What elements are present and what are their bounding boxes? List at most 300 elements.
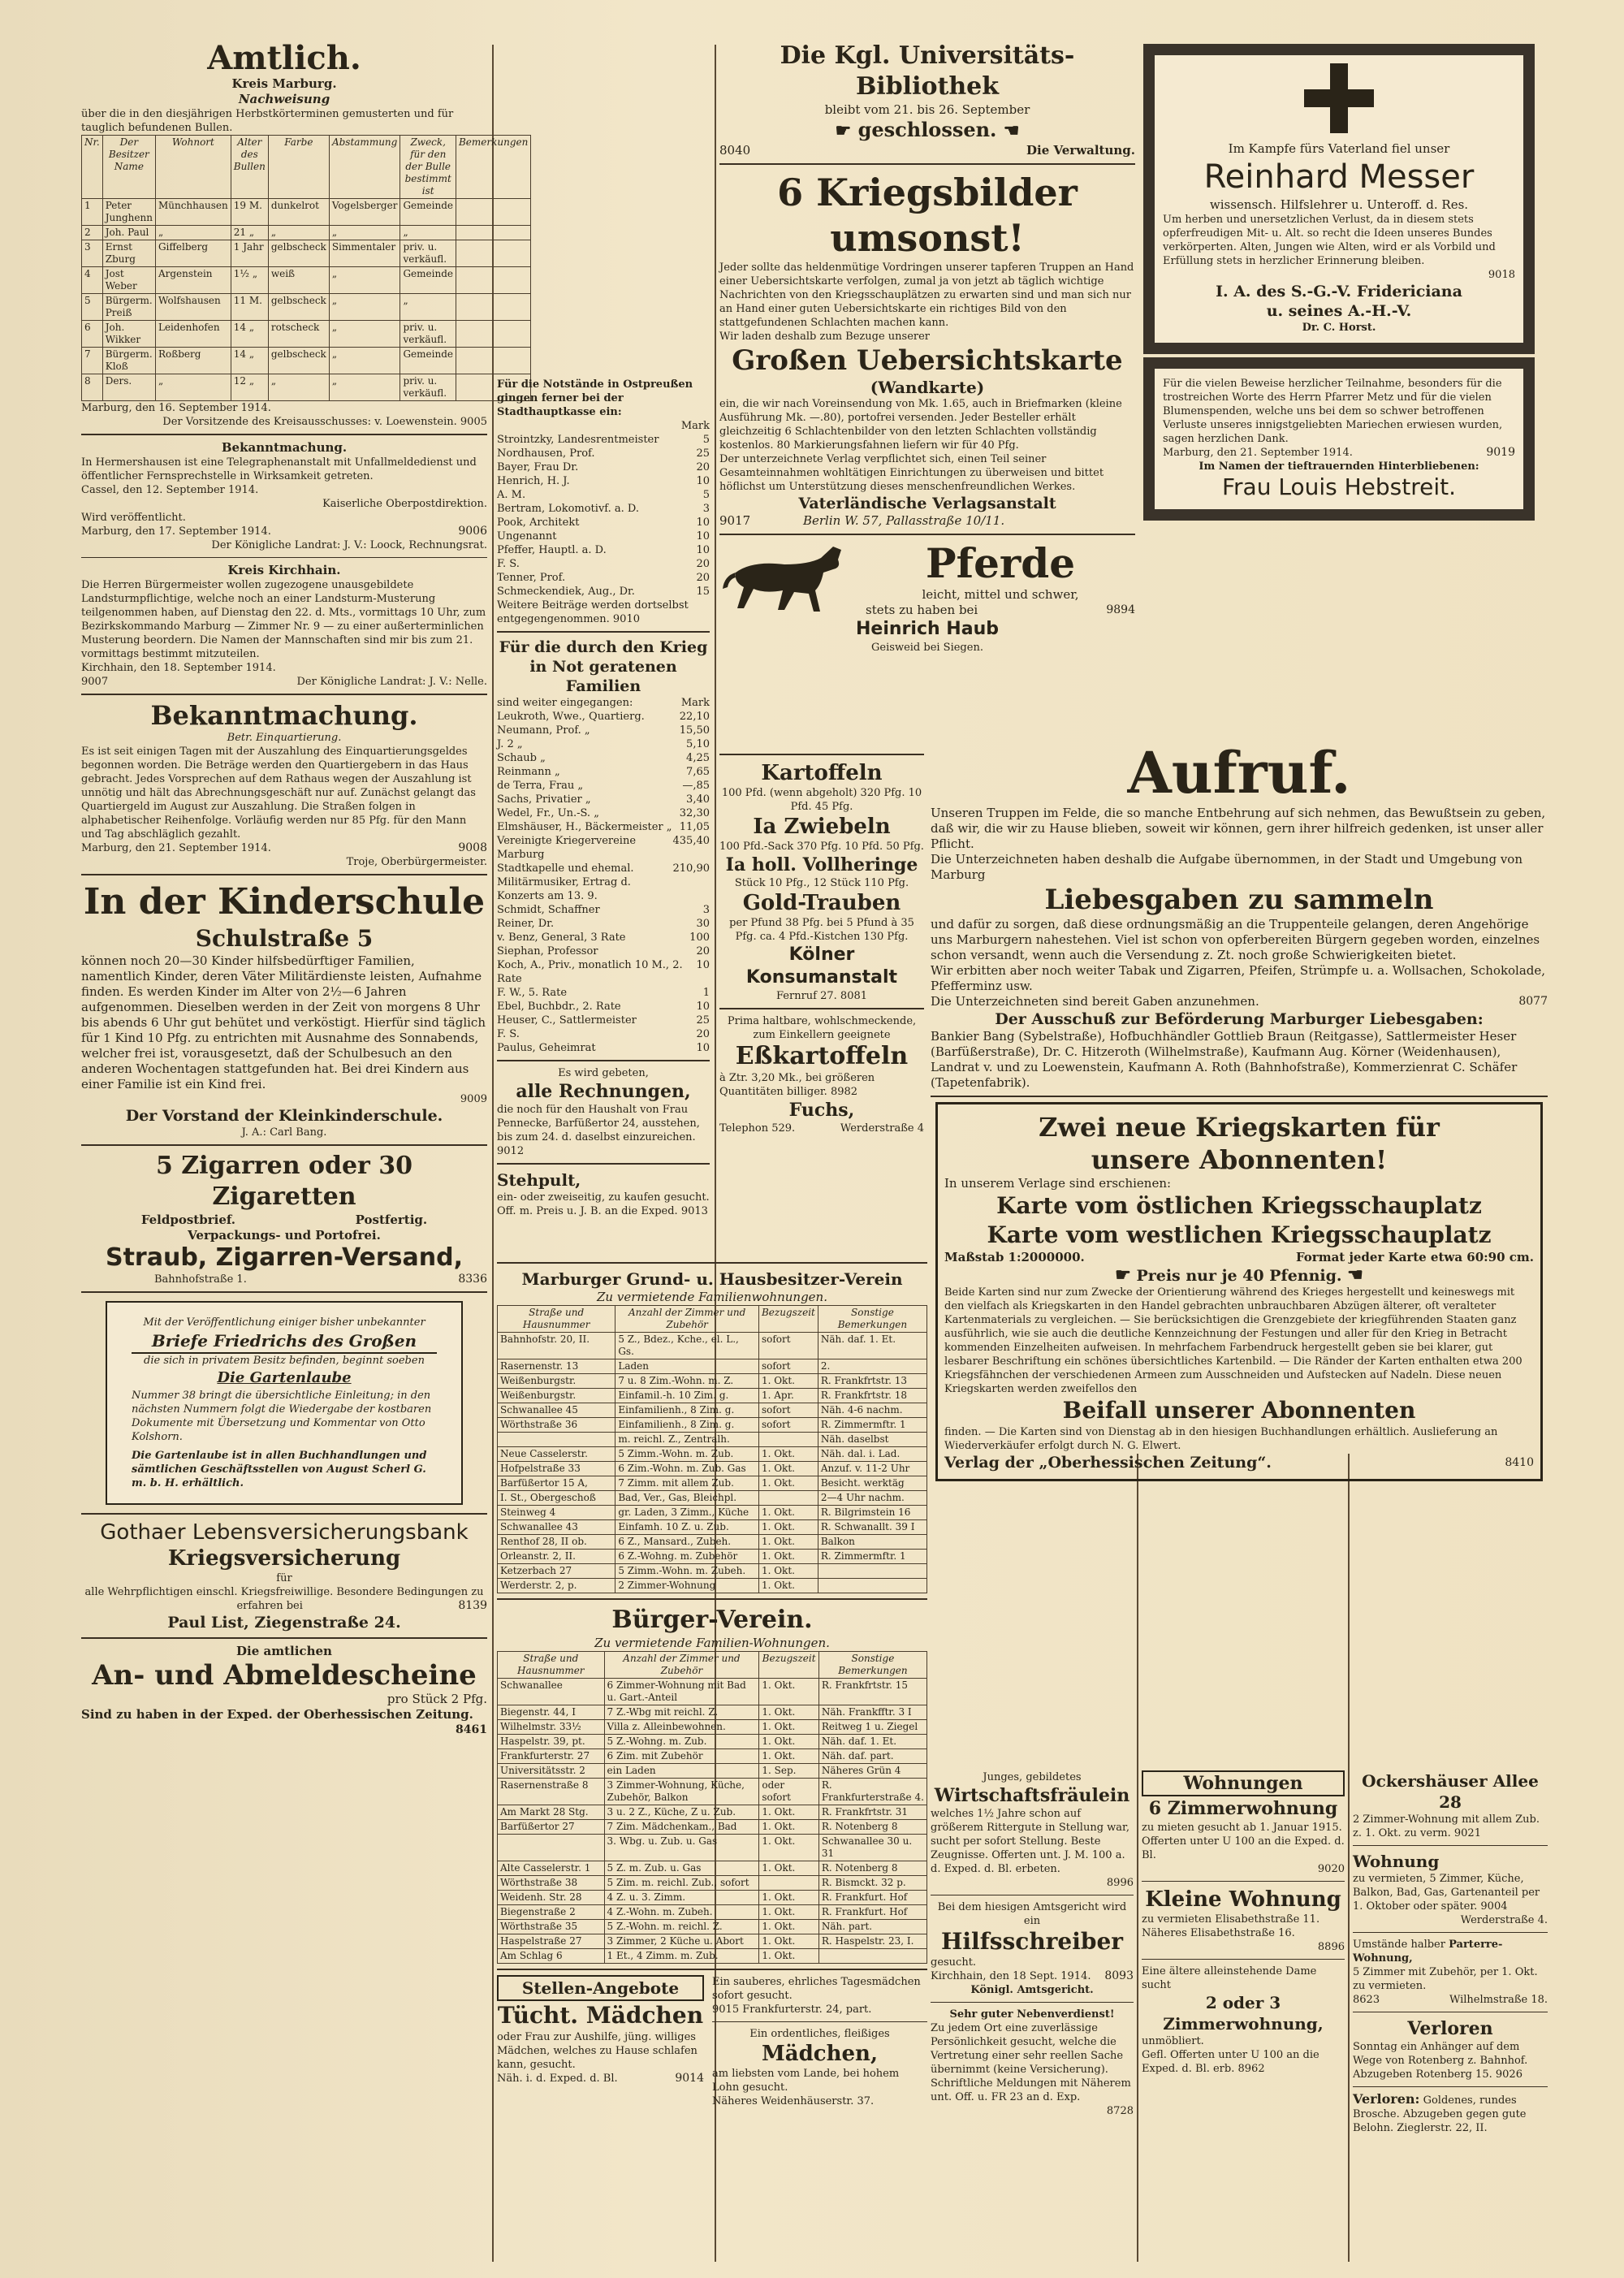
- list-item: [497, 986, 710, 1000]
- ad-number: 9006: [458, 525, 487, 538]
- table-cell: Joh. Wikker: [102, 321, 155, 348]
- gartenlaube-nummer: Nummer 38 bringt die übersichtliche Einleitung; in den nächsten Nummern folgt die Wiedergabe der kostbaren Dokumente mit Übersetzung und Kommentar von Otto Kolshorn.: [132, 1390, 432, 1443]
- table-cell: „: [329, 348, 400, 374]
- table-cell: sofort: [758, 1403, 818, 1418]
- parterre-intro: Umstände halber: [1353, 1939, 1445, 1951]
- list-item-amount: 32,30: [679, 807, 710, 819]
- table-cell: Haspelstr. 39, pt.: [498, 1735, 605, 1749]
- table-cell: 1. Okt.: [759, 1905, 819, 1920]
- table-cell: Näh. daf. 1. Et.: [818, 1333, 926, 1359]
- table-cell: Schwanallee 30 u. 31: [818, 1835, 926, 1861]
- dame-offer: Gefl. Offerten unter U 100 an die Exped. d. Bl. erb.: [1142, 2049, 1320, 2075]
- table-cell: Universitätsstr. 2: [498, 1764, 605, 1779]
- list-item: [497, 751, 710, 765]
- table-cell: 6 Z., Mansard., Zubeh.: [615, 1535, 759, 1550]
- list-item: [497, 1027, 710, 1041]
- list-item-amount: 10: [696, 475, 710, 487]
- kriegskarten-verlag: Verlag der „Oberhessischen Zeitung“.: [944, 1454, 1272, 1472]
- table-cell: [498, 1433, 615, 1447]
- table-header: Straße und Hausnummer: [498, 1306, 615, 1333]
- table-header: Bezugszeit: [759, 1652, 819, 1679]
- table-cell: R. Frankfrtstr. 13: [818, 1374, 926, 1389]
- kriegskarten-price: Preis nur je 40 Pfennig.: [1136, 1267, 1342, 1285]
- bekanntmachung-1-sign: Kaiserliche Oberpostdirektion.: [322, 498, 487, 510]
- ad-number: 9004: [1480, 1900, 1508, 1913]
- table-header: Straße und Hausnummer: [498, 1652, 605, 1679]
- table-cell: R. Bismckt. 32 p.: [818, 1876, 926, 1891]
- table-cell: 1. Okt.: [759, 1705, 819, 1720]
- table-header: Anzahl der Zimmer und Zubehör: [604, 1652, 759, 1679]
- list-item-amount: 1: [702, 987, 710, 999]
- rechnungen-text: die noch für den Haushalt von Frau Pennecke, Barfüßertor 24, ausstehen, bis zum 24. d. daselbst einzureichen.: [497, 1104, 700, 1143]
- kinderschule-title: In der Kinderschule: [83, 881, 486, 923]
- list-item-name: Stadtkapelle und ehemal. Militärmusiker, Ertrag d. Konzerts am 13. 9.: [497, 862, 634, 902]
- table-cell: 2—4 Uhr nachm.: [818, 1491, 926, 1506]
- hilfsschreiber-date: Kirchhain, den 18 Sept. 1914.: [931, 1970, 1091, 1982]
- uebersichtskarte-title: Großen Uebersichtskarte: [732, 344, 1123, 377]
- table-cell: 5 Zimm.-Wohn. m. Zubeh.: [615, 1564, 759, 1579]
- spenden-foot: Weitere Beiträge werden dortselbst entgegengenommen.: [497, 599, 689, 625]
- table-cell: Münchhausen: [155, 199, 231, 226]
- balkon-wohnung-text: zu vermieten, 5 Zimmer, Küche, Balkon, Bad, Gas, Gartenanteil per 1. Oktober oder später.: [1353, 1873, 1540, 1913]
- bekanntmachung-2-text: Es ist seit einigen Tagen mit der Auszahlung des Einquartierungsgeldes begonnen worden. Die Beträge werden den Quartiergebern in das Haus gebracht. Jedes Vorsprechen auf dem Rathaus wegen der Auszahlung ist unnötig und hält das Abrechnungsgeschäft nur auf. Zunächst gelangt das Quartiergeld im August zur Auszahlung. Die Straßen folgen in alphabetischer Reihenfolge. Vorläufig werden nur 85 Pfg. für den Mann und Tag abschläglich gezahlt.: [81, 746, 476, 841]
- table-cell: [456, 199, 530, 226]
- list-item: [497, 779, 710, 793]
- spenden-unit: Mark: [680, 420, 710, 432]
- pointing-hand-icon: ☛: [1115, 1264, 1131, 1286]
- list-item-amount: 25: [696, 447, 710, 460]
- table-cell: gelbscheck: [268, 240, 329, 267]
- table-cell: 1. Okt.: [759, 1920, 819, 1934]
- table-cell: Rasernenstr. 13: [498, 1359, 615, 1374]
- table-cell: Näh. daselbst: [818, 1433, 926, 1447]
- ad-number: 8081: [840, 990, 868, 1002]
- list-item-name: Nordhausen, Prof.: [497, 447, 595, 460]
- kinderschule-sign2: J. A.: Carl Bang.: [241, 1126, 327, 1139]
- kreis-marburg: Kreis Marburg.: [231, 76, 337, 91]
- esskartoffeln-address: Werderstraße 4: [840, 1122, 924, 1135]
- table-cell: R. Notenberg 8: [818, 1820, 926, 1835]
- list-item-name: Henrich, H. J.: [497, 475, 570, 487]
- table-cell: 1. Okt.: [758, 1462, 818, 1476]
- gotha-sub: Kriegsversicherung: [167, 1546, 401, 1571]
- rechnungen-title: alle Rechnungen,: [516, 1081, 691, 1102]
- verloren2-title: Verloren:: [1353, 2091, 1420, 2107]
- table-cell: R. Frankfurt. Hof: [818, 1891, 926, 1905]
- table-cell: 6 Zim.-Wohn. m. Zub. Gas: [615, 1462, 759, 1476]
- verloren-title: Verloren: [1407, 2018, 1493, 2039]
- table-cell: Wörthstraße 36: [498, 1418, 615, 1433]
- bibliothek-text: bleibt vom 21. bis 26. September: [824, 102, 1030, 117]
- list-item-name: Vereinigte Kriegervereine Marburg: [497, 835, 637, 861]
- table-cell: 7: [82, 348, 103, 374]
- list-item-amount: 30: [696, 918, 710, 930]
- list-item-amount: 7,65: [686, 766, 710, 778]
- aufruf-text4: Wir erbitten aber noch weiter Tabak und Zigarren, Pfeifen, Strümpfe u. a. Wollsachen, Schokolade, Pfefferminz usw.: [931, 963, 1546, 993]
- table-cell: Ketzerbach 27: [498, 1564, 615, 1579]
- list-item-name: Ebel, Buchbdr., 2. Rate: [497, 1001, 621, 1013]
- table-cell: Bad, Ver., Gas, Bleichpl.: [615, 1491, 759, 1506]
- table-cell: Einfamilienh., 8 Zim. g.: [615, 1403, 759, 1418]
- ad-number: 9009: [460, 1093, 487, 1105]
- list-item: [497, 543, 710, 557]
- table-cell: 4: [82, 267, 103, 294]
- bekanntmachung-2-title: Bekanntmachung.: [150, 700, 418, 731]
- list-item-name: F. S.: [497, 558, 520, 570]
- stellen-angebote-title: Stellen-Angebote: [497, 1975, 704, 2001]
- table-cell: Näh. daf. 1. Et.: [818, 1735, 926, 1749]
- list-item-amount: 22,10: [679, 711, 710, 723]
- verloren2-text: Goldenes, rundes Brosche. Abzugeben gegen gute Belohn. Zieglerstr. 22, II.: [1353, 2094, 1527, 2134]
- list-item-amount: 20: [696, 1028, 710, 1040]
- table-cell: 1. Okt.: [759, 1949, 819, 1964]
- dame-title: 2 oder 3 Zimmerwohnung,: [1163, 1993, 1324, 2034]
- bullen-table: [81, 135, 531, 401]
- bekanntmachung-1-pub: Wird veröffentlicht.: [81, 512, 186, 524]
- iron-cross-icon: [1304, 63, 1374, 133]
- table-row: [82, 199, 531, 226]
- list-item: [497, 862, 710, 903]
- goldtrauben-title: Gold-Trauben: [742, 891, 901, 915]
- list-item-name: Siephan, Professor: [497, 945, 598, 957]
- table-cell: Weißenburgstr.: [498, 1374, 615, 1389]
- parterre-address: Wilhelmstraße 18.: [1449, 1994, 1548, 2006]
- list-item: [497, 516, 710, 530]
- table-cell: Haspelstraße 27: [498, 1934, 605, 1949]
- table-cell: R. Bilgrimstein 16: [818, 1506, 926, 1520]
- wirtschaft-title: Wirtschaftsfräulein: [934, 1785, 1130, 1806]
- grund-verein-sub: Zu vermietende Familienwohnungen.: [597, 1290, 827, 1304]
- ad-number: 9021: [1453, 1827, 1481, 1839]
- table-cell: Rasernenstraße 8: [498, 1779, 605, 1805]
- list-item-amount: 3,40: [686, 793, 710, 806]
- kirchhain-sign: Der Königliche Landrat: J. V.: Nelle.: [296, 676, 487, 688]
- table-cell: Barfüßertor 15 A,: [498, 1476, 615, 1491]
- kriegsbilder-text3: ein, die wir nach Voreinsendung von Mk. 1.65, auch in Briefmarken (kleine Ausführung Mk. —.80), portofrei versenden. Jeder Besteller erhält gleichzeitig 6 Schlachtenbilder von den letzten Schlachten vollständig kostenlos. 80 Markierungsfahnen liefern wir für 40 Pfg.: [719, 398, 1122, 452]
- table-cell: [456, 348, 530, 374]
- ad-number: 8410: [1505, 1456, 1534, 1469]
- gotha-text: alle Wehrpflichtigen einschl. Kriegsfreiwillige. Besondere Bedingungen zu erfahren bei: [84, 1586, 484, 1612]
- table-cell: Bürgerm. Preiß: [102, 294, 155, 321]
- bullen-footer: Marburg, den 16. September 1914.: [81, 402, 271, 414]
- table-cell: „: [400, 294, 456, 321]
- table-cell: Jost Weber: [102, 267, 155, 294]
- table-cell: 6 Zim. mit Zubehör: [604, 1749, 759, 1764]
- list-item-name: Heuser, C., Sattlermeister: [497, 1014, 637, 1027]
- table-cell: „: [268, 374, 329, 401]
- table-cell: Weidenh. Str. 28: [498, 1891, 605, 1905]
- dame-text: unmöbliert.: [1142, 2035, 1204, 2047]
- list-item: [497, 917, 710, 931]
- table-header: Der Besitzer Name: [102, 136, 155, 199]
- aufruf-text2: Die Unterzeichneten haben deshalb die Aufgabe übernommen, in der Stadt und Umgebung von Marburg: [931, 852, 1523, 882]
- list-item: [497, 724, 710, 737]
- kirchhain-date: Kirchhain, den 18. September 1914.: [81, 662, 276, 674]
- table-cell: dunkelrot: [268, 199, 329, 226]
- list-item: [497, 944, 710, 958]
- list-item-name: Schmeckendiek, Aug., Dr.: [497, 586, 635, 598]
- wirtschaft-text: welches 1½ Jahre schon auf größerem Rittergute in Stellung war, sucht per sofort Stellung. Beste Zeugnisse. Offerten unt. J. M. 100 a. d. Exped. d. Bl. erbeten.: [931, 1808, 1129, 1875]
- list-item-amount: 11,05: [679, 821, 710, 833]
- ad-number: 9026: [1495, 2068, 1522, 2081]
- table-cell: Giffelberg: [155, 240, 231, 267]
- table-cell: R. Frankfurterstraße 4.: [818, 1779, 926, 1805]
- table-cell: 1. Okt.: [758, 1564, 818, 1579]
- table-cell: Gemeinde: [400, 267, 456, 294]
- buerger-verein-sub: Zu vermietende Familien-Wohnungen.: [594, 1636, 830, 1650]
- list-item: [497, 931, 710, 944]
- table-cell: 3: [82, 240, 103, 267]
- table-cell: „: [155, 226, 231, 240]
- danksagung-date: Marburg, den 21. September 1914.: [1163, 447, 1353, 459]
- table-cell: Schwanallee 45: [498, 1403, 615, 1418]
- table-cell: Ders.: [102, 374, 155, 401]
- list-item: [497, 958, 710, 986]
- small-ads-col-a: [931, 1770, 1134, 2262]
- list-item-amount: 210,90: [672, 862, 710, 875]
- table-cell: Bürgerm. Kloß: [102, 348, 155, 374]
- kinderschule-text: können noch 20—30 Kinder hilfsbedürftiger Familien, namentlich Kinder, deren Väter Militärdienste leisten, Aufnahme finden. Es werden Kinder im Alter von 2½—6 Jahren aufgenommen. Dieselben werden in der Zeit von morgens 8 Uhr bis abends 6 Uhr gut behütet und verköstigt. Hierfür sind täglich für 1 Kind 10 Pfg. zu entrichten mit Ausnahme des Sonnabends, welcher frei ist, vorausgesetzt, daß der Schulbesuch an den anderen Wochentagen stattgefunden hat. Bei drei Kindern aus einer Familie ist ein Kind frei.: [81, 953, 486, 1091]
- table-cell: Balkon: [818, 1535, 926, 1550]
- table-cell: 5 Zim. m. reichl. Zub., sofort: [604, 1876, 759, 1891]
- verloren-text: Sonntag ein Anhänger auf dem Wege von Rotenberg z. Bahnhof. Abzugeben Rotenberg 15.: [1353, 2041, 1528, 2081]
- list-item: [497, 806, 710, 820]
- spenden-title: Für die Notstände in Ostpreußen gingen ferner bei der Stadthauptkasse ein:: [497, 378, 693, 418]
- table-cell: R. Zimmermftr. 1: [818, 1418, 926, 1433]
- list-item-name: Leukroth, Wwe., Quartierg.: [497, 711, 645, 723]
- table-cell: Näh. Frankfftr. 3 I: [818, 1705, 926, 1720]
- table-cell: Bahnhofstr. 20, II.: [498, 1333, 615, 1359]
- list-item: [497, 585, 710, 599]
- table-cell: gelbscheck: [268, 294, 329, 321]
- buerger-verein-title: Bürger-Verein.: [611, 1606, 813, 1634]
- kleine-wohnung-text: zu vermieten Elisabethstraße 11. Näheres Elisabethstraße 16.: [1142, 1913, 1320, 1939]
- table-cell: Biegenstraße 2: [498, 1905, 605, 1920]
- aufruf-liebesgaben: Liebesgaben zu sammeln: [1044, 884, 1434, 916]
- bibliothek-sign: Die Verwaltung.: [1026, 143, 1135, 158]
- table-cell: R. Zimmermftr. 1: [818, 1550, 926, 1564]
- gartenlaube-footer: Die Gartenlaube ist in allen Buchhandlungen und sämtlichen Geschäftsstellen von August Scherl G. m. b. H. erhältlich.: [132, 1450, 427, 1489]
- table-cell: sofort: [758, 1333, 818, 1359]
- vollheringe-title: Ia holl. Vollheringe: [725, 854, 918, 875]
- table-cell: 1 Et., 4 Zimm. m. Zub.: [604, 1949, 759, 1964]
- list-item: [497, 1000, 710, 1014]
- horse-icon: [719, 540, 857, 617]
- table-cell: 7 Zim. Mädchenkam., Bad: [604, 1820, 759, 1835]
- maedchen-address: Näh. i. d. Exped. d. Bl.: [497, 2073, 618, 2085]
- table-cell: gr. Laden, 3 Zimm., Küche: [615, 1506, 759, 1520]
- table-cell: Alte Casselerstr. 1: [498, 1861, 605, 1876]
- table-cell: 1. Okt.: [758, 1550, 818, 1564]
- esskartoffeln-text: à Ztr. 3,20 Mk., bei größeren Quantitäten billiger.: [719, 1072, 875, 1098]
- small-ads-col-c: [1353, 1770, 1548, 2262]
- ad-number: 9013: [680, 1205, 708, 1217]
- table-header: Bemerkungen: [456, 136, 530, 199]
- messer-text: Um herben und unersetzlichen Verlust, da in diesem stets opferfreudigen Mit- u. Alt. so recht die Ideen unseres Bundes verkörperten. Alten, Jungen wie Alten, wird er als Vorbild und Erfüllung stets in herzlicher Erinnerung bleiben.: [1163, 214, 1496, 267]
- list-item: [497, 460, 710, 474]
- table-header: Zweck, für den der Bulle bestimmt ist: [400, 136, 456, 199]
- messer-org2: u. seines A.-H.-V.: [1266, 302, 1412, 320]
- table-row: [82, 226, 531, 240]
- bekanntmachung-1-date: Cassel, den 12. September 1914.: [81, 484, 259, 496]
- list-item: [497, 710, 710, 724]
- ad-number: 9014: [675, 2072, 704, 2085]
- table-cell: R. Schwanallt. 39 I: [818, 1520, 926, 1535]
- danksagung-sign2: Frau Louis Hebstreit.: [1221, 473, 1457, 500]
- kriegskarten-beifall: Beifall unserer Abonnenten: [1062, 1397, 1416, 1424]
- list-item-name: Koch, A., Priv., monatlich 10 M., 2. Rate: [497, 959, 683, 985]
- table-cell: 1: [82, 199, 103, 226]
- esskartoffeln-tel: Telephon 529.: [719, 1122, 796, 1135]
- kriegskarten-title1: Zwei neue Kriegskarten für: [1039, 1112, 1440, 1143]
- bekanntmachung-1-title: Bekanntmachung.: [221, 440, 348, 455]
- list-item: [497, 571, 710, 585]
- table-cell: [456, 267, 530, 294]
- ad-number: 8336: [458, 1273, 487, 1286]
- table-cell: Einfamilienh., 8 Zim. g.: [615, 1418, 759, 1433]
- pferde-address: Geisweid bei Siegen.: [871, 642, 983, 654]
- table-cell: priv. u. verkäufl.: [400, 240, 456, 267]
- goldtrauben-text: per Pfund 38 Pfg. bei 5 Pfund à 35 Pfg. ca. 4 Pfd.-Kistchen 130 Pfg.: [729, 917, 914, 943]
- table-cell: Näh. 4-6 nachm.: [818, 1403, 926, 1418]
- kinderschule-sign: Der Vorstand der Kleinkinderschule.: [125, 1107, 443, 1125]
- list-item: [497, 820, 710, 834]
- amtlich-heading: Amtlich.: [207, 39, 361, 77]
- ordentliches-maedchen-text: am liebsten vom Lande, bei hohem Lohn gesucht.: [712, 2068, 900, 2094]
- table-cell: R. Frankfurt. Hof: [818, 1905, 926, 1920]
- table-cell: 1. Okt.: [759, 1749, 819, 1764]
- table-cell: 1 Jahr: [231, 240, 268, 267]
- messer-name: Reinhard Messer: [1203, 158, 1475, 196]
- list-item-name: Bertram, Lokomotivf. a. D.: [497, 503, 640, 515]
- bullen-table-body: [82, 199, 531, 401]
- ad-number: 9019: [1486, 446, 1515, 459]
- table-row: [82, 267, 531, 294]
- list-item: [497, 737, 710, 751]
- abmeldescheine-price: pro Stück 2 Pfg.: [387, 1692, 487, 1706]
- table-cell: Näh. daf. part.: [818, 1749, 926, 1764]
- kriegskarten-text2: finden. — Die Karten sind von Dienstag ab in den hiesigen Buchhandlungen erhältlich. Auslieferung an Wiederverkäufer erfolgt durch N. G. Elwert.: [944, 1426, 1498, 1452]
- list-item-name: F. W., 5. Rate: [497, 987, 568, 999]
- zimmerwohnung-6-title: 6 Zimmerwohnung: [1148, 1798, 1338, 1819]
- pferde-title: Pferde: [925, 539, 1076, 587]
- table-cell: sofort: [758, 1359, 818, 1374]
- table-cell: 1. Sep.: [759, 1764, 819, 1779]
- zigarren-postfertig: Postfertig.: [355, 1212, 428, 1227]
- abmeldescheine-title: An- und Abmeldescheine: [92, 1659, 477, 1692]
- zwiebeln-text: 100 Pfd.-Sack 370 Pfg. 10 Pfd. 50 Pfg.: [719, 841, 924, 853]
- koelner-title: Kölner Konsumanstalt: [745, 944, 898, 988]
- list-item-amount: 5: [702, 489, 710, 501]
- table-cell: Orleanstr. 2, II.: [498, 1550, 615, 1564]
- saubere-maedchen-address: Frankfurterstr. 24, part.: [742, 2004, 872, 2016]
- table-cell: Peter Junghenn: [102, 199, 155, 226]
- table-cell: 1. Okt.: [758, 1447, 818, 1462]
- ad-number: 8139: [458, 1599, 487, 1612]
- zigarren-title: 5 Zigarren oder 30 Zigaretten: [155, 1152, 413, 1211]
- table-cell: 5 Z. m. Zub. u. Gas: [604, 1861, 759, 1876]
- kriegsbilder-text4: Der unterzeichnete Verlag verpflichtet sich, einen Teil seiner Gesamteinnahmen wohltätigen Einrichtungen zu überweisen und bittet höflichst um Unterstützung dieses menschenfreundlichen Werkes.: [719, 453, 1104, 493]
- wohnungen-title: Wohnungen: [1142, 1770, 1345, 1796]
- ad-number: 8982: [830, 1086, 858, 1098]
- table-cell: Schwanallee: [498, 1679, 605, 1705]
- list-item-amount: 15: [696, 586, 710, 598]
- koelner-tel: Fernruf 27.: [775, 990, 837, 1002]
- table-cell: 1½ „: [231, 267, 268, 294]
- list-item-amount: 25: [696, 1014, 710, 1027]
- table-cell: oder sofort: [759, 1779, 819, 1805]
- nachweisung-title: Nachweisung: [238, 92, 330, 106]
- pferde-text: leicht, mittel und schwer,: [922, 587, 1079, 602]
- list-item-name: Pook, Architekt: [497, 517, 580, 529]
- obituary-messer: [1143, 44, 1535, 354]
- kriegskarten-map1: Karte vom östlichen Kriegsschauplatz: [996, 1192, 1482, 1219]
- table-cell: 2 Zimmer-Wohnung: [615, 1579, 759, 1593]
- kriegsbilder-text2: Wir laden deshalb zum Bezuge unserer: [719, 331, 931, 343]
- table-cell: 1. Okt.: [758, 1520, 818, 1535]
- table-cell: Besicht. werktäg: [818, 1476, 926, 1491]
- zwiebeln-title: Ia Zwiebeln: [753, 815, 891, 839]
- ad-number: 8040: [719, 143, 751, 158]
- list-item-amount: 10: [696, 517, 710, 529]
- list-item-name: Schmidt, Schaffner: [497, 904, 600, 916]
- table-cell: 7 Z.-Wbg mit reichl. Z.: [604, 1705, 759, 1720]
- table-cell: [498, 1835, 605, 1861]
- table-cell: R. Notenberg 8: [818, 1861, 926, 1876]
- list-item-amount: —,85: [682, 780, 710, 792]
- table-cell: „: [329, 226, 400, 240]
- list-item: [497, 765, 710, 779]
- table-cell: 1. Okt.: [759, 1934, 819, 1949]
- abmeldescheine-text: Sind zu haben in der Exped. der Oberhessischen Zeitung.: [81, 1707, 473, 1722]
- messer-intro: Im Kampfe fürs Vaterland fiel unser: [1228, 141, 1450, 156]
- table-cell: 11 M.: [231, 294, 268, 321]
- table-cell: „: [155, 374, 231, 401]
- balkon-wohnung-address: Werderstraße 4.: [1460, 1914, 1548, 1926]
- table-cell: 8: [82, 374, 103, 401]
- list-item-name: Bayer, Frau Dr.: [497, 461, 579, 473]
- table-cell: Reitweg 1 u. Ziegel: [818, 1720, 926, 1735]
- table-cell: 1. Okt.: [758, 1374, 818, 1389]
- abmeldescheine-intro: Die amtlichen: [236, 1644, 332, 1658]
- list-item-name: A. M.: [497, 489, 526, 501]
- kleine-wohnung-title: Kleine Wohnung: [1145, 1887, 1341, 1912]
- table-row: [82, 374, 531, 401]
- list-item-name: Neumann, Prof. „: [497, 724, 590, 737]
- table-cell: 4 Z.-Wohn. m. Zubeh.: [604, 1905, 759, 1920]
- messer-org: I. A. des S.-G.-V. Fridericiana: [1216, 283, 1462, 300]
- stehpult-text: ein- oder zweiseitig, zu kaufen gesucht. Off. m. Preis u. J. B. an die Exped.: [497, 1191, 710, 1217]
- ad-number: 9008: [458, 841, 487, 854]
- list-item-amount: 435,40: [672, 835, 710, 847]
- aufruf-text5: Die Unterzeichneten sind bereit Gaben anzunehmen.: [931, 994, 1259, 1009]
- ad-number: 9012: [497, 1145, 525, 1157]
- krieg-list: [497, 710, 710, 1055]
- table-header: Alter des Bullen: [231, 136, 268, 199]
- table-cell: R. Frankfrtstr. 31: [818, 1805, 926, 1820]
- hilfsschreiber-sign: Königl. Amtsgericht.: [970, 1984, 1094, 1996]
- bekanntmachung-2-sub: Betr. Einquartierung.: [227, 732, 342, 744]
- table-cell: 1. Okt.: [758, 1476, 818, 1491]
- esskartoffeln-intro: Prima haltbare, wohlschmeckende, zum Einkellern geeignete: [727, 1015, 917, 1041]
- table-cell: Ernst Zburg: [102, 240, 155, 267]
- table-cell: 1. Okt.: [759, 1891, 819, 1905]
- kartoffeln-text: 100 Pfd. (wenn abgeholt) 320 Pfg. 10 Pfd. 45 Pfg.: [721, 787, 922, 813]
- list-item-amount: 10: [696, 544, 710, 556]
- table-cell: m. reichl. Z., Zentralh.: [615, 1433, 759, 1447]
- ad-number: 8093: [1104, 1969, 1134, 1982]
- zigarren-feldpost: Feldpostbrief.: [140, 1212, 236, 1227]
